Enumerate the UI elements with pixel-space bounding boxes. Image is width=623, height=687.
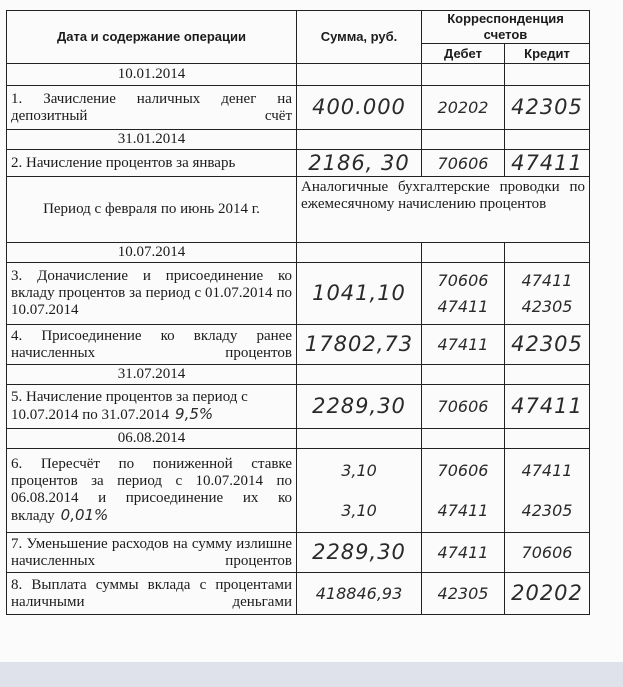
table-row — [7, 130, 590, 150]
rate-note: 9,5% — [175, 405, 214, 423]
header-sum: Сумма, руб. — [297, 11, 422, 64]
credit-cell: 47411 — [505, 385, 590, 429]
operation-cell: 7. Уменьшение расходов на сумму излишне начисленных процентов — [7, 533, 297, 573]
date-cell: 31.01.2014 — [7, 130, 297, 150]
debit-cell: 20202 — [422, 86, 505, 130]
date-cell: 10.01.2014 — [7, 64, 297, 86]
credit-value: 42305 — [521, 500, 573, 520]
period-cell: Период с февраля по июнь 2014 г. — [7, 177, 297, 243]
accounting-entries-table — [6, 10, 590, 615]
operation-text: 5. Начисление процентов за период с 10.07.2014 по 31.07.2014 — [11, 389, 248, 423]
date-cell: 06.08.2014 — [7, 429, 297, 449]
debit-value: 70606 — [437, 270, 489, 290]
operation-cell: 1. Зачисление наличных денег на депозитный счёт — [7, 86, 297, 130]
credit-cell: 70606 — [505, 533, 590, 573]
credit-cell: 20202 — [505, 573, 590, 615]
debit-value: 47411 — [437, 500, 489, 520]
rate-note: 0,01% — [60, 506, 109, 524]
debit-cell: 70606 — [422, 385, 505, 429]
table-row — [7, 263, 590, 325]
operation-cell: 8. Выплата суммы вклада с процентами наличными деньгами — [7, 573, 297, 615]
date-cell: 31.07.2014 — [7, 365, 297, 385]
table-row — [7, 150, 590, 177]
table-row — [7, 86, 590, 130]
sum-cell: 2289,30 — [297, 385, 422, 429]
sum-value: 3,10 — [341, 500, 377, 520]
sum-cell: 17802,73 — [297, 325, 422, 365]
header-credit: Кредит — [505, 44, 590, 64]
table-row — [7, 177, 590, 243]
sum-cell: 418846,93 — [297, 573, 422, 615]
debit-cell: 47411 — [422, 533, 505, 573]
table-row — [7, 325, 590, 365]
table-row — [7, 449, 590, 533]
table-row — [7, 243, 590, 263]
credit-value: 47411 — [521, 460, 573, 480]
header-debit: Дебет — [422, 44, 505, 64]
table-row — [7, 533, 590, 573]
table-row — [7, 365, 590, 385]
operation-cell: 2. Начисление процентов за январь — [7, 150, 297, 177]
table-row — [7, 573, 590, 615]
sum-cell: 2289,30 — [297, 533, 422, 573]
sum-cell: 2186, 30 — [297, 150, 422, 177]
credit-cell: 42305 — [505, 325, 590, 365]
credit-cell: 42305 — [505, 86, 590, 130]
sum-cell: 400.000 — [297, 86, 422, 130]
period-note-cell: Аналогичные бухгалтерские проводки по ежемесячному начислению процентов — [297, 177, 590, 243]
date-cell: 10.07.2014 — [7, 243, 297, 263]
table-row — [7, 385, 590, 429]
debit-cell: 70606 — [422, 150, 505, 177]
table-row — [7, 64, 590, 86]
debit-cell: 42305 — [422, 573, 505, 615]
credit-cell: 47411 — [505, 150, 590, 177]
header-correspondence: Корреспонденция счетов — [422, 11, 590, 44]
header-date-content: Дата и содержание операции — [7, 11, 297, 64]
credit-value: 42305 — [521, 296, 573, 316]
debit-value: 70606 — [437, 460, 489, 480]
credit-value: 47411 — [521, 270, 573, 290]
table-row — [7, 429, 590, 449]
debit-value: 47411 — [437, 296, 489, 316]
debit-cell: 47411 — [422, 325, 505, 365]
operation-cell: 4. Присоединение ко вкладу ранее начисленных процентов — [7, 325, 297, 365]
sum-value: 3,10 — [341, 460, 377, 480]
sum-cell: 1041,10 — [297, 263, 422, 325]
operation-cell: 3. Доначисление и присоединение ко вкладу процентов за период с 01.07.2014 по 10.07.2014 — [7, 263, 297, 325]
operation-text: 6. Пересчёт по пониженной ставке процентов за период с 10.07.2014 по 06.08.2014 и присоединение их ко вкладу — [11, 456, 292, 524]
